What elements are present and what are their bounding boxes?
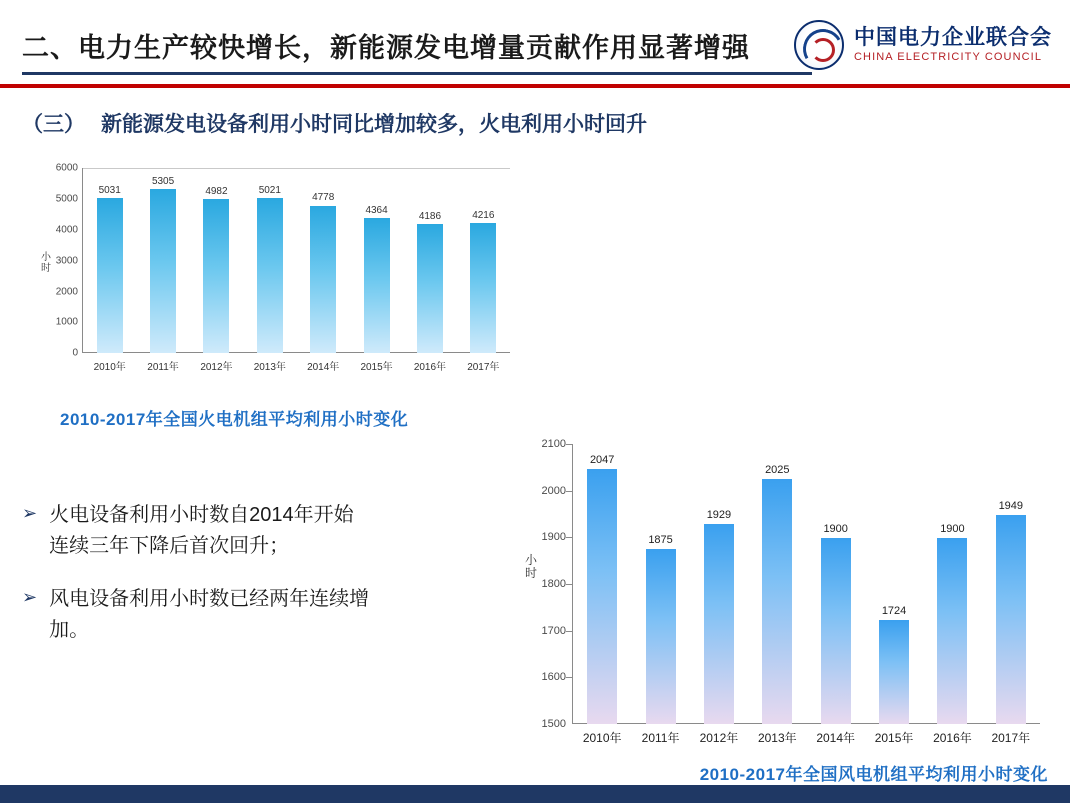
chart2-bar-value: 1929 (706, 509, 732, 521)
chart1-xtick: 2013年 (253, 362, 286, 373)
footer-bar (0, 785, 1070, 803)
chart2-ytick: 2000 (541, 485, 566, 497)
chart1-ytick: 5000 (55, 193, 78, 205)
chart2-bar (879, 620, 909, 724)
chart1-ytick: 2000 (55, 286, 78, 298)
chart2-bar-item (865, 444, 923, 724)
bullet-line: 风电设备利用小时数已经两年连续增 (49, 588, 370, 610)
chart1-bar-value: 4364 (365, 205, 388, 216)
chart2-bar (762, 479, 792, 724)
chart1-bar (150, 189, 176, 353)
bullet-line: 火电设备利用小时数自2014年开始 (49, 504, 354, 526)
chart1-bar-value: 5305 (151, 176, 175, 187)
chart2-xtick: 2014年 (816, 731, 856, 745)
logo-name-cn: 中国电力企业联合会 (854, 25, 1052, 49)
chart2-xtick: 2011年 (641, 731, 680, 745)
chart2-y-tick-labels (500, 432, 572, 732)
chart2-bar-value: 1949 (998, 500, 1024, 512)
chart1-xtick: 2016年 (413, 362, 447, 373)
slide-header (0, 0, 1070, 86)
list-item (22, 584, 512, 646)
chart2-bar-item (690, 444, 748, 724)
chart1-bar (417, 224, 443, 353)
page-title: 二、电力生产较快增长，新能源发电增量贡献作用显著增强 (22, 33, 750, 63)
chart1-bar-value: 4186 (418, 211, 442, 222)
chart2-bar-value: 2047 (589, 454, 615, 466)
chart1-bar-item (350, 168, 403, 353)
chart2-bar-value: 1724 (881, 605, 907, 617)
thermal-utilization-chart (30, 158, 520, 393)
chart2-bar (646, 549, 676, 724)
chart2-xtick: 2015年 (874, 731, 914, 745)
chart1-caption: 2010-2017年全国火电机组平均利用小时变化 (60, 410, 409, 429)
chart2-bar-item (807, 444, 865, 724)
list-item (22, 500, 512, 562)
wind-utilization-chart (500, 432, 1060, 752)
chart1-ytick: 1000 (55, 316, 78, 328)
chart2-ytick: 1800 (541, 578, 566, 590)
chart1-bar-value: 4216 (472, 210, 495, 221)
chart1-bar-item (190, 168, 243, 353)
chart2-bar (704, 524, 734, 724)
chart1-xtick: 2014年 (307, 362, 340, 373)
chart1-bar (470, 223, 496, 353)
bullet-line: 连续三年下降后首次回升； (49, 535, 290, 557)
chart2-bar-item (573, 444, 631, 724)
chart2-bar-value: 1900 (940, 523, 965, 535)
chart2-caption: 2010-2017年全国风电机组平均利用小时变化 (699, 765, 1048, 784)
chart1-bar-item (83, 168, 136, 353)
chart2-bar-value: 1900 (823, 523, 848, 535)
chart1-bar-value: 4778 (312, 192, 335, 203)
logo-name-en: CHINA ELECTRICITY COUNCIL (854, 50, 1043, 63)
chart2-bar (821, 538, 851, 724)
bullet-text (49, 584, 369, 646)
chart2-bar-value: 1875 (648, 534, 673, 546)
chart1-ytick: 3000 (55, 255, 78, 267)
chart1-bar-item (243, 168, 296, 353)
chart1-bar-value: 5031 (98, 185, 121, 196)
chart1-bar-value: 5021 (258, 185, 281, 196)
chart1-bar (257, 198, 283, 353)
chart2-xtick: 2016年 (933, 731, 972, 745)
organization-logo (794, 20, 1052, 70)
arrow-bullet-icon: ➢ (22, 503, 38, 523)
chart2-ytick: 1500 (541, 718, 566, 730)
chart1-bar-item (457, 168, 510, 353)
chart1-xtick: 2017年 (467, 362, 500, 373)
section-heading-text: 新能源发电设备利用小时同比增加较多，火电利用小时回升 (101, 113, 647, 136)
chart1-xtick: 2010年 (93, 362, 126, 373)
bullet-line: 加。 (49, 619, 90, 641)
chart2-ytick: 2100 (541, 438, 566, 450)
chart2-ytick: 1700 (541, 625, 566, 637)
chart2-xtick: 2012年 (699, 731, 739, 745)
chart1-ytick: 0 (72, 347, 78, 359)
chart1-bar (203, 199, 229, 353)
chart2-xtick: 2017年 (991, 731, 1031, 745)
chart2-xtick: 2013年 (757, 731, 797, 745)
section-heading (22, 108, 647, 138)
chart2-xtick: 2010年 (582, 731, 622, 745)
bullet-list (22, 500, 512, 668)
chart1-bar (97, 198, 123, 353)
chart1-bar (364, 218, 390, 353)
header-red-rule (0, 84, 1070, 88)
bullet-text (49, 500, 354, 562)
chart2-ytick: 1600 (541, 671, 566, 683)
chart2-bar (996, 515, 1026, 724)
chart2-bar-item (748, 444, 806, 724)
header-divider (22, 72, 812, 75)
chart2-y-axis-title: 小 时 (524, 553, 537, 580)
chart1-bar-item (297, 168, 350, 353)
chart1-x-tick-labels (83, 358, 510, 373)
chart1-bar-item (136, 168, 189, 353)
chart2-ytick: 1900 (541, 531, 566, 543)
chart2-bar-item (631, 444, 689, 724)
chart1-y-tick-labels (30, 158, 82, 358)
cec-emblem-icon (794, 20, 844, 70)
section-number: （三） (22, 113, 85, 136)
chart1-bar-value: 4982 (205, 186, 228, 197)
chart1-bar-item (403, 168, 456, 353)
chart1-xtick: 2011年 (147, 362, 179, 373)
chart1-ytick: 4000 (55, 224, 78, 236)
chart1-ytick: 6000 (55, 162, 78, 174)
chart1-bar (310, 206, 336, 353)
chart2-x-tick-labels (573, 729, 1040, 746)
chart1-xtick: 2012年 (200, 362, 233, 373)
chart2-bar-item (923, 444, 981, 724)
chart1-bars (83, 168, 510, 353)
chart2-bars (573, 444, 1040, 724)
chart2-bar-value: 2025 (765, 464, 790, 476)
chart2-bar (587, 469, 617, 724)
chart1-y-axis-title: 小 时 (41, 252, 51, 274)
chart2-bar-item (982, 444, 1040, 724)
chart1-xtick: 2015年 (360, 362, 393, 373)
arrow-bullet-icon: ➢ (22, 587, 38, 607)
chart2-bar (937, 538, 967, 724)
